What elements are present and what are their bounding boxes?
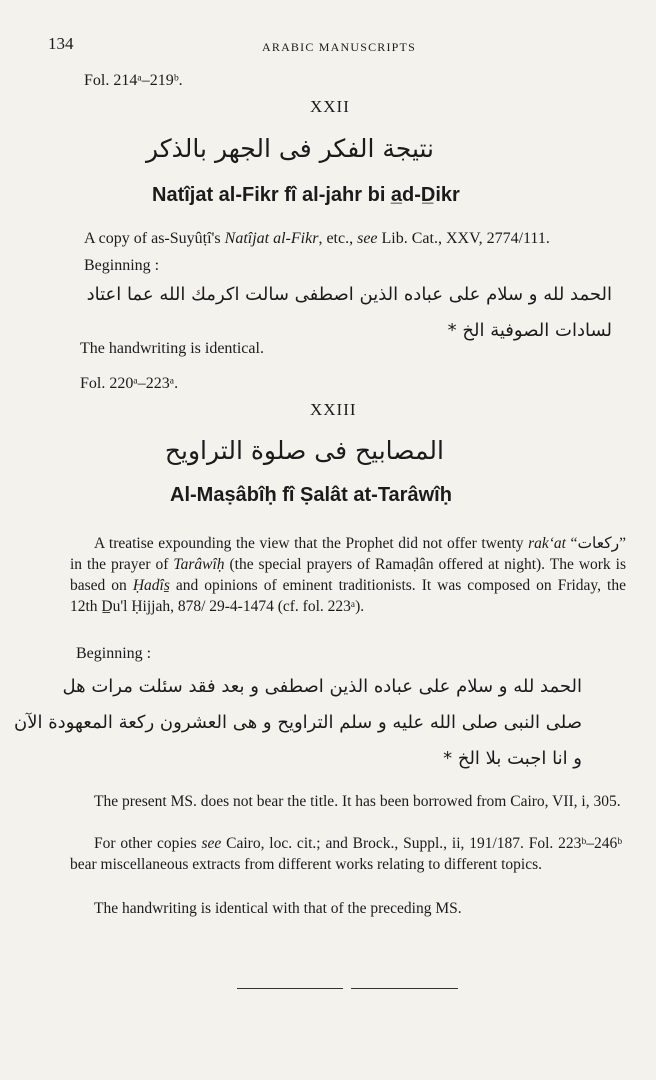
desc-italic-title: Natîjat al-Fikr bbox=[224, 230, 319, 247]
desc-see: see bbox=[357, 230, 378, 247]
desc-suffix: Lib. Cat., XXV, 2774/111. bbox=[377, 230, 550, 247]
folio-reference-23: Fol. 220ᵃ–223ᵃ. bbox=[80, 375, 179, 392]
treatise-description: A treatise expounding the view that the Prophet did not offer twenty rak‘at “ركعات” in the prayer of Tarâwîḥ (the special prayers of Ramaḍân offered at night). The work is based on Ḥadîs̱ and opinions of eminent traditionists. It was composed on Friday, the 12th D̲u'l Ḥijjah, 878/ 29-4-1474 (cf. fol. 223ᵃ). bbox=[70, 535, 626, 615]
handwriting-note-22: The handwriting is identical. bbox=[80, 340, 264, 357]
desc-prefix: A copy of as-Suyûṭî's bbox=[84, 230, 225, 247]
running-head: ARABIC MANUSCRIPTS bbox=[262, 40, 416, 54]
entry-title-23: Al-Maṣâbîḥ fî Ṣalât at-Tarâwîḥ bbox=[170, 484, 452, 506]
entry-title-22: Natîjat al-Fikr fî al-jahr bi a̲d-D̲ikr bbox=[152, 184, 460, 206]
page-number: 134 bbox=[48, 34, 74, 53]
entry-number-22: XXII bbox=[310, 97, 350, 116]
title-note: The present MS. does not bear the title. It has been borrowed from Cairo, VII, i, 305. bbox=[94, 793, 621, 810]
arabic-incipit-22-line1: الحمد لله و سلام على عباده الذين اصطفى سالت اكرمك الله عما اعتاد bbox=[86, 284, 612, 305]
handwriting-note-23: The handwriting is identical with that of the preceding MS. bbox=[94, 900, 462, 917]
entry-number-23: XXIII bbox=[310, 400, 357, 419]
beginning-label-23: Beginning : bbox=[76, 645, 152, 662]
description-22 bbox=[84, 230, 550, 248]
desc-mid: , etc., bbox=[318, 230, 358, 247]
end-rule-right bbox=[351, 988, 458, 989]
arabic-title-23: المصابيح فى صلوة التراويح bbox=[164, 436, 444, 465]
arabic-incipit-23-line2: صلى النبى صلى الله عليه و سلم التراويح و هى العشرون ركعة المعهودة الآن bbox=[14, 712, 582, 733]
other-copies-note: For other copies see Cairo, loc. cit.; and Brock., Suppl., ii, 191/187. Fol. 223ᵇ–246ᵇ bear miscellaneous extracts from different works relating to different topics. bbox=[70, 835, 622, 873]
arabic-incipit-23-line1: الحمد لله و سلام على عباده الذين اصطفى و بعد فقد سئلت مرات هل bbox=[62, 676, 582, 697]
folio-reference-22: Fol. 214ᵃ–219ᵇ. bbox=[84, 72, 183, 89]
arabic-incipit-22-line2: لسادات الصوفية الخ * bbox=[447, 320, 612, 341]
end-rule-left bbox=[237, 988, 343, 989]
arabic-incipit-23-line3: و انا اجبت بلا الخ * bbox=[443, 748, 582, 769]
beginning-label-22: Beginning : bbox=[84, 257, 160, 274]
arabic-title-22: نتيجة الفكر فى الجهر بالذكر bbox=[145, 134, 434, 163]
